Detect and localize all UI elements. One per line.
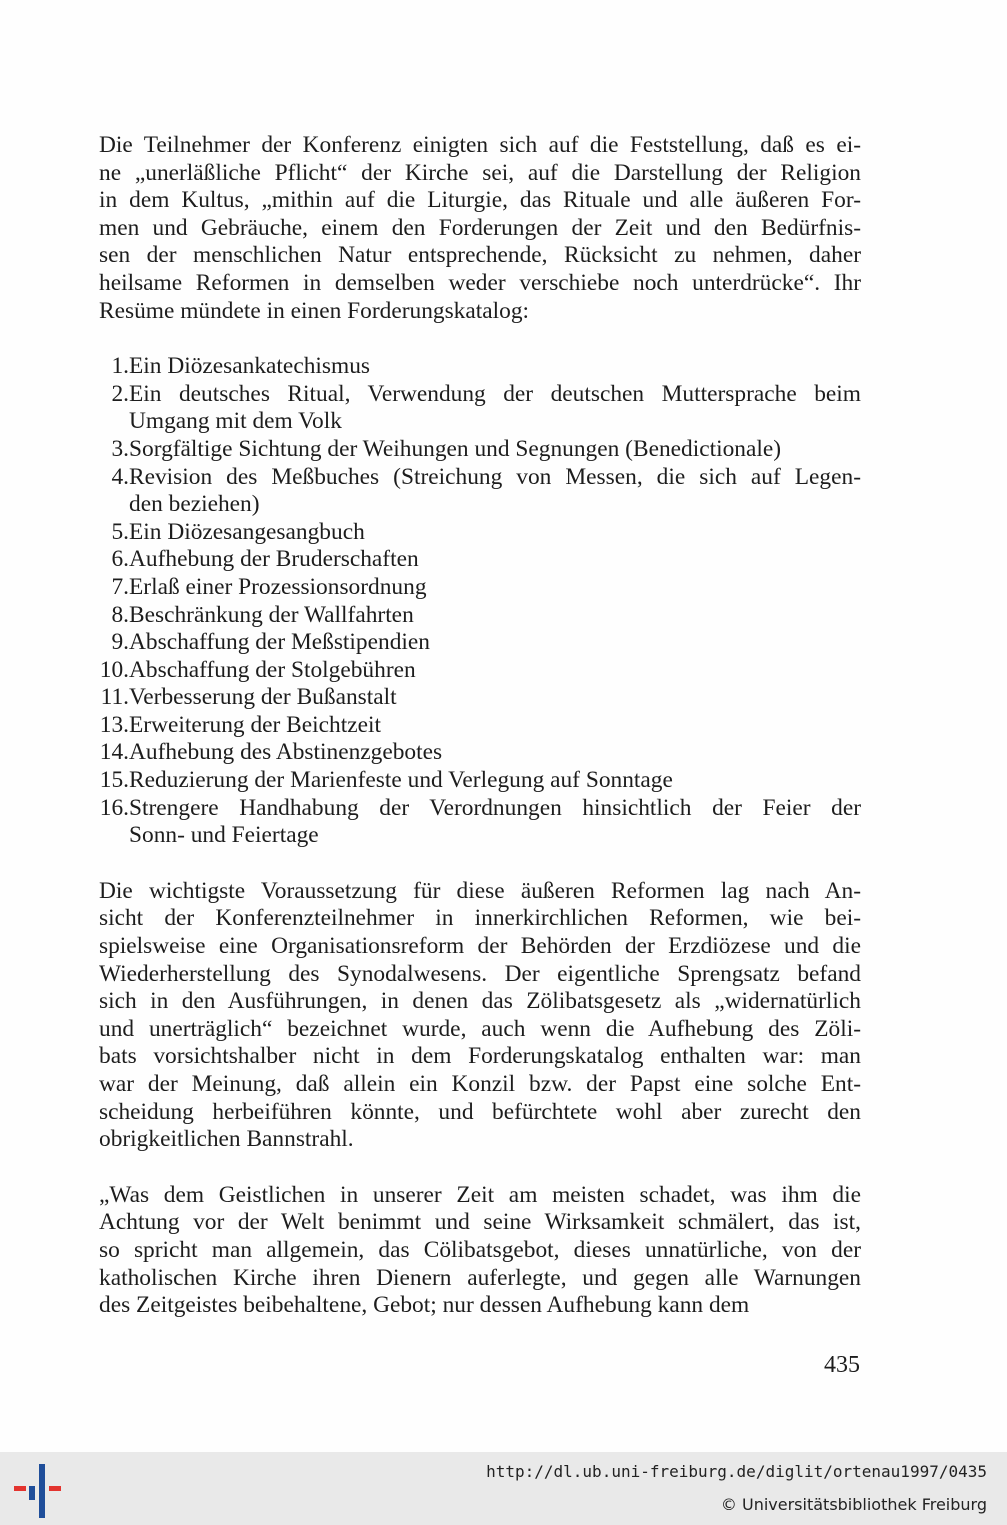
text-line: sicht der Konferenzteilnehmer in innerkirchlichen Reformen, wie bei- bbox=[99, 905, 861, 932]
list-item bbox=[99, 381, 861, 436]
list-item bbox=[99, 574, 861, 602]
text-line: Wiederherstellung des Synodalwesens. Der eigentliche Sprengsatz befand bbox=[99, 960, 861, 987]
text-line: spielsweise eine Organisationsreform der Behörden der Erzdiözese und die bbox=[99, 933, 861, 960]
list-item bbox=[99, 739, 861, 767]
list-item-text bbox=[129, 795, 861, 850]
text-line: Revision des Meßbuches (Streichung von Messen, die sich auf Legen- bbox=[129, 463, 861, 490]
list-item bbox=[99, 602, 861, 630]
text-line: „Was dem Geistlichen in unserer Zeit am meisten schadet, was ihm die bbox=[99, 1181, 861, 1208]
list-item bbox=[99, 712, 861, 740]
text-line: Resüme mündete in einen Forderungskatalog: bbox=[99, 297, 530, 324]
list-item-number: 11. bbox=[100, 684, 129, 711]
footer-copyright: © Universitätsbibliothek Freiburg bbox=[720, 1495, 987, 1514]
demands-list bbox=[99, 353, 861, 850]
list-item-number: 1. bbox=[111, 353, 129, 380]
text-line: men und Gebräuche, einem den Forderungen der Zeit und den Bedürfnis- bbox=[99, 214, 861, 241]
text-line: Erlaß einer Prozessionsordnung bbox=[129, 573, 427, 600]
text-line: Reduzierung der Marienfeste und Verlegung auf Sonntage bbox=[129, 767, 673, 794]
list-item bbox=[99, 353, 861, 381]
list-item bbox=[99, 767, 861, 795]
paragraph-reforms bbox=[99, 878, 861, 1154]
text-line: Umgang mit dem Volk bbox=[129, 408, 342, 435]
text-line: Ein Diözesankatechismus bbox=[129, 353, 370, 380]
text-line: Die Teilnehmer der Konferenz einigten sich auf die Feststellung, daß es ei- bbox=[99, 132, 861, 158]
list-item-number: 2. bbox=[111, 380, 129, 407]
list-item bbox=[99, 657, 861, 685]
list-item bbox=[99, 519, 861, 547]
text-line: sen der menschlichen Natur entsprechende, Rücksicht zu nehmen, daher bbox=[99, 242, 861, 269]
text-line: Achtung vor der Welt benimmt und seine Wirksamkeit schmälert, das ist, bbox=[99, 1209, 861, 1236]
footer-bar bbox=[0, 1452, 1007, 1525]
list-item-text bbox=[129, 657, 861, 685]
text-line: Aufhebung der Bruderschaften bbox=[129, 546, 419, 573]
text-line: den beziehen) bbox=[129, 491, 260, 518]
list-item bbox=[99, 436, 861, 464]
list-item-number: 16. bbox=[99, 794, 129, 821]
library-logo-icon bbox=[14, 1462, 64, 1518]
text-line: Abschaffung der Meßstipendien bbox=[129, 629, 430, 656]
list-item-number: 15. bbox=[99, 767, 129, 794]
text-line: katholischen Kirche ihren Dienern auferlegte, und gegen alle Warnungen bbox=[99, 1264, 861, 1291]
list-item bbox=[99, 464, 861, 519]
text-line: in dem Kultus, „mithin auf die Liturgie, das Rituale und alle äußeren For- bbox=[99, 187, 861, 214]
list-item-number: 8. bbox=[111, 601, 129, 628]
paragraph-intro bbox=[99, 132, 861, 325]
text-line: Sonn- und Feiertage bbox=[129, 822, 319, 849]
list-item bbox=[99, 629, 861, 657]
text-line: Erweiterung der Beichtzeit bbox=[129, 711, 381, 738]
text-line: war der Meinung, daß allein ein Konzil bzw. der Papst eine solche Ent- bbox=[99, 1071, 861, 1097]
list-item-number: 13. bbox=[99, 711, 129, 738]
list-item-number: 7. bbox=[111, 573, 129, 600]
list-item-number: 6. bbox=[111, 546, 129, 573]
paragraph-quote bbox=[99, 1182, 861, 1320]
list-item-text bbox=[129, 767, 861, 795]
list-item-text bbox=[129, 353, 861, 381]
list-item-text bbox=[129, 712, 861, 740]
text-line: Beschränkung der Wallfahrten bbox=[129, 601, 414, 628]
list-item-text bbox=[129, 629, 861, 657]
text-line: Abschaffung der Stolgebühren bbox=[129, 656, 416, 683]
list-item bbox=[99, 795, 861, 850]
text-line: heilsame Reformen in demselben weder verschiebe noch unterdrücke“. Ihr bbox=[99, 269, 861, 296]
list-item-number: 14. bbox=[99, 739, 129, 766]
list-item-text bbox=[129, 602, 861, 630]
list-item-text bbox=[129, 381, 861, 436]
list-item-number: 5. bbox=[111, 518, 129, 545]
text-line: ne „unerläßliche Pflicht“ der Kirche sei, auf die Darstellung der Religion bbox=[99, 159, 861, 186]
list-item bbox=[99, 546, 861, 574]
list-item-number: 10. bbox=[99, 656, 129, 683]
body-text bbox=[99, 132, 861, 1320]
list-item-text bbox=[129, 574, 861, 602]
text-line: so spricht man allgemein, das Cölibatsgebot, dieses unnatürliche, von der bbox=[99, 1236, 861, 1263]
text-line: Verbesserung der Bußanstalt bbox=[129, 684, 397, 711]
text-line: des Zeitgeistes beibehaltene, Gebot; nur dessen Aufhebung kann dem bbox=[99, 1292, 750, 1319]
text-line: obrigkeitlichen Bannstrahl. bbox=[99, 1126, 354, 1153]
list-item-number: 3. bbox=[111, 435, 129, 462]
text-line: Strengere Handhabung der Verordnungen hinsichtlich der Feier der bbox=[129, 794, 861, 821]
text-line: Ein deutsches Ritual, Verwendung der deutschen Muttersprache beim bbox=[129, 380, 861, 407]
list-item-text bbox=[129, 546, 861, 574]
text-line: bats vorsichtshalber nicht in dem Forderungskatalog enthalten war: man bbox=[99, 1043, 861, 1070]
list-item-number: 4. bbox=[111, 463, 129, 490]
page-number: 435 bbox=[824, 1352, 860, 1378]
text-line: Sorgfältige Sichtung der Weihungen und Segnungen (Benedictionale) bbox=[129, 435, 782, 462]
text-line: sich in den Ausführungen, in denen das Zölibatsgesetz als „widernatürlich bbox=[99, 988, 861, 1015]
list-item-number: 9. bbox=[111, 629, 129, 656]
list-item-text bbox=[129, 684, 861, 712]
list-item-text bbox=[129, 464, 861, 519]
footer-url-link[interactable]: http://dl.ub.uni-freiburg.de/diglit/ortenau1997/0435 bbox=[486, 1462, 987, 1481]
list-item-text bbox=[129, 519, 861, 547]
text-line: Aufhebung des Abstinenzgebotes bbox=[129, 739, 443, 766]
list-item-text bbox=[129, 436, 861, 464]
text-line: Die wichtigste Voraussetzung für diese äußeren Reformen lag nach An- bbox=[99, 877, 861, 904]
text-line: und unerträglich“ bezeichnet wurde, auch wenn die Aufhebung des Zöli- bbox=[99, 1015, 861, 1042]
text-line: scheidung herbeiführen könnte, und befürchtete wohl aber zurecht den bbox=[99, 1098, 861, 1125]
list-item bbox=[99, 684, 861, 712]
text-line: Ein Diözesangesangbuch bbox=[129, 518, 365, 545]
list-item-text bbox=[129, 739, 861, 767]
